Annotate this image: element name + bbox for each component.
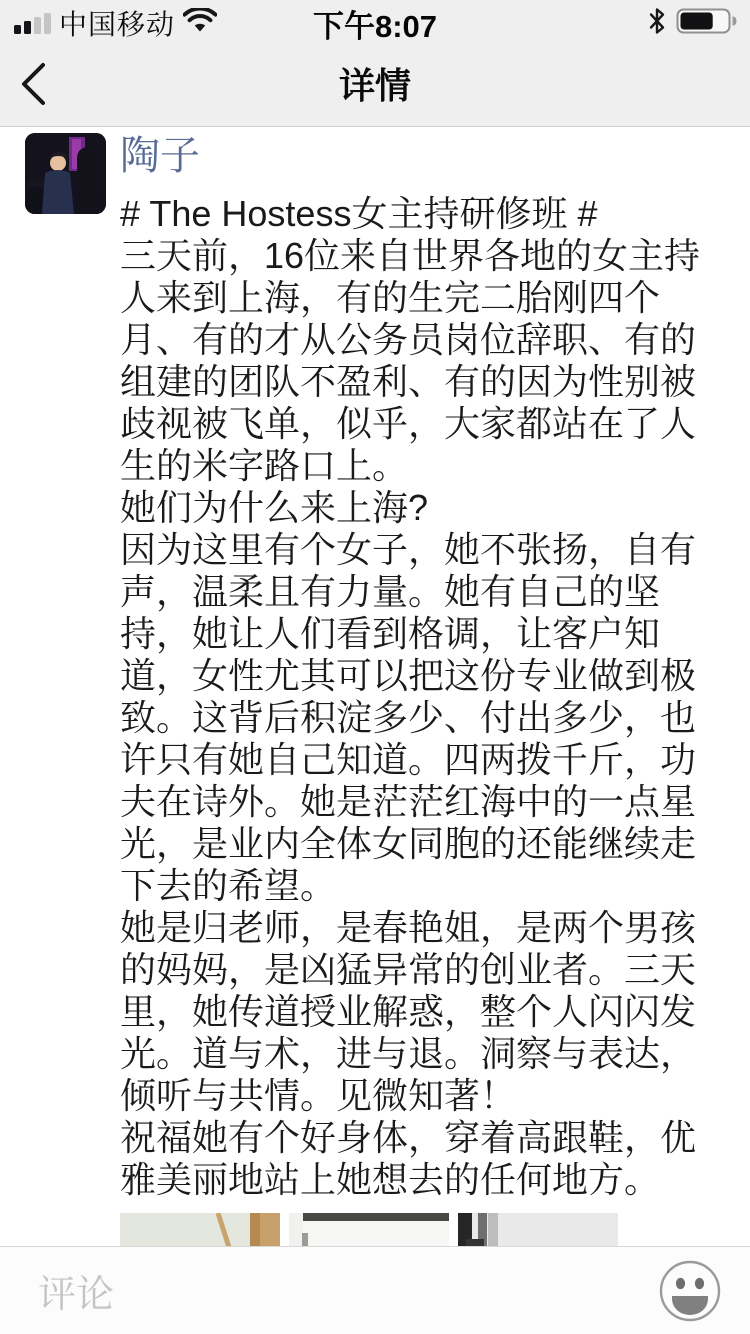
post-paragraph: # The Hostess女主持研修班 # <box>120 193 598 234</box>
comment-input[interactable] <box>0 1247 658 1334</box>
nav-bar <box>0 40 750 126</box>
post-paragraph: 她是归老师，是春艳姐，是两个男孩的妈妈，是凶猛异常的创业者。三天里，她传道授业解惑，整个人闪闪发光。道与术，进与退。洞察与表达，倾听与共情。见微知著！ <box>120 907 697 1116</box>
emoji-button[interactable] <box>658 1259 722 1323</box>
author-avatar[interactable] <box>25 133 106 214</box>
battery-fill <box>681 12 713 29</box>
page-title: 详情 <box>338 64 411 106</box>
author-name[interactable]: 陶子 <box>120 134 200 178</box>
post-paragraph: 因为这里有个女子，她不张扬，自有声，温柔且有力量。她有自己的坚持，她让人们看到格调，让客户知道，女性尤其可以把这份专业做到极致。这背后积淀多少、付出多少，也许只有她自己知道。四两拨千斤，功夫在诗外。她是茫茫红海中的一点星光，是业内全体女同胞的还能继续走下去的希望。 <box>120 529 697 906</box>
carrier-label: 中国移动 <box>59 9 176 40</box>
post-paragraph: 祝福她有个好身体，穿着高跟鞋，优雅美丽地站上她想去的任何地方。 <box>120 1117 697 1200</box>
post-detail <box>0 128 750 1334</box>
comment-bar <box>0 1246 750 1334</box>
post-paragraph: 她们为什么来上海? <box>120 487 429 528</box>
bluetooth-icon <box>648 7 666 40</box>
status-right-group <box>648 7 738 40</box>
post-paragraph: 三天前，16位来自世界各地的女主持人来到上海，有的生完二胎刚四个月、有的才从公务员岗位辞职、有的组建的团队不盈利、有的因为性别被歧视被飞单，似乎，大家都站在了人生的米字路口上。 <box>120 235 701 486</box>
post-body <box>120 131 728 1334</box>
smiley-face-icon <box>658 1259 722 1323</box>
battery-icon <box>676 7 738 40</box>
comment-placeholder: 评论 <box>38 1274 115 1316</box>
post-text <box>120 193 728 1201</box>
avatar-image <box>25 133 106 214</box>
header <box>0 0 750 127</box>
status-bar <box>0 0 750 44</box>
clock-label: 下午8:07 <box>312 8 438 44</box>
